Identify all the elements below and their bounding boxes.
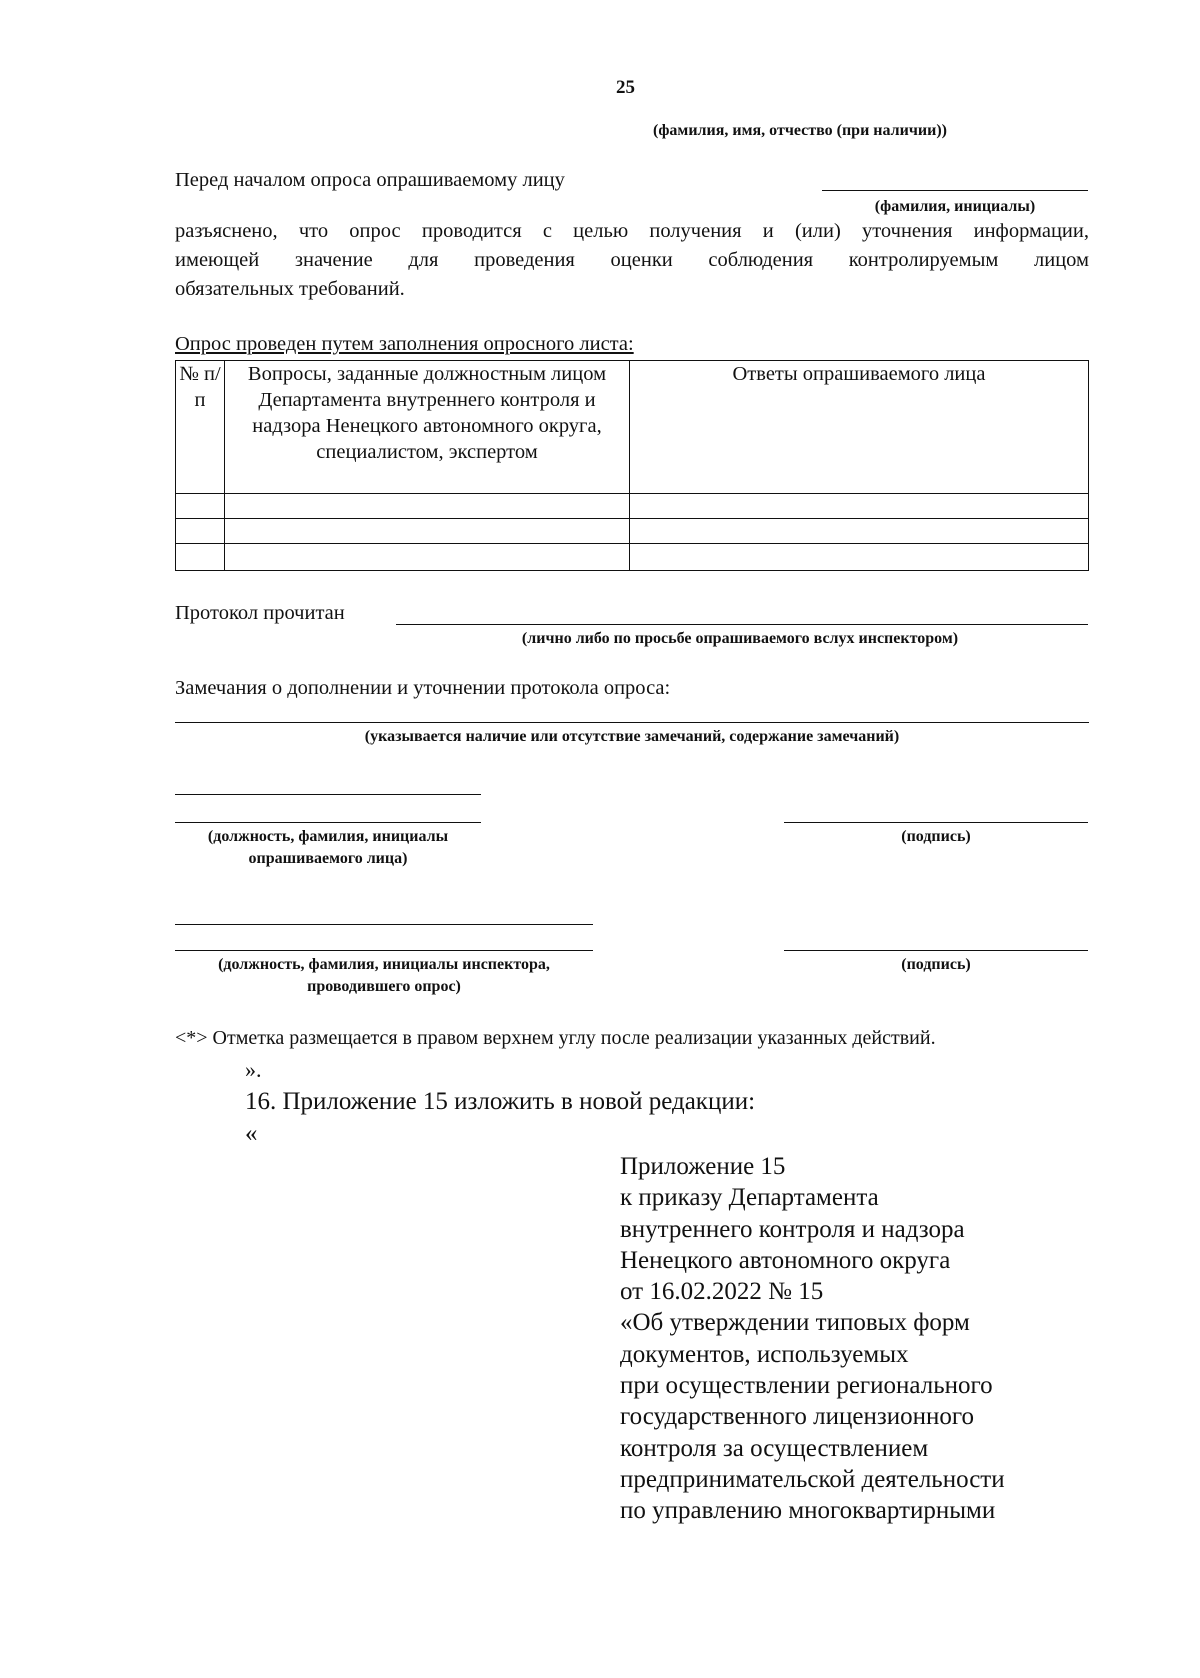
table-row [176, 519, 1089, 544]
table-cell[interactable] [176, 494, 225, 519]
table-cell[interactable] [176, 544, 225, 571]
col-number-header: № п/п [176, 361, 225, 494]
footnote: <*> Отметка размещается в правом верхнем углу после реализации указанных действий. [175, 1027, 936, 1049]
appendix-line: по управлению многоквартирными [620, 1497, 996, 1525]
protocol-caption: (лично либо по просьбе опрашиваемого вслух инспектором) [521, 630, 959, 647]
interviewee-caption-2: опрашиваемого лица) [248, 850, 408, 867]
appendix-line: государственного лицензионного [620, 1403, 975, 1431]
full-name-caption: (фамилия, имя, отчество (при наличии)) [653, 122, 947, 139]
questionnaire-table [175, 360, 1089, 571]
table-cell[interactable] [630, 544, 1089, 571]
protocol-line[interactable] [396, 624, 1088, 625]
appendix-line: Ненецкого автономного округа [620, 1246, 951, 1274]
opening-quote: « [245, 1120, 258, 1147]
appendix-line: внутреннего контроля и надзора [620, 1215, 965, 1243]
closing-quote: ». [245, 1057, 262, 1082]
table-row [176, 494, 1089, 519]
table-cell[interactable] [225, 494, 630, 519]
item-16-heading: 16. Приложение 15 изложить в новой редакции: [245, 1088, 756, 1115]
appendix-line: предпринимательской деятельности [620, 1465, 1005, 1493]
table-cell[interactable] [176, 519, 225, 544]
inspector-position-line-1[interactable] [175, 924, 593, 925]
appendix-line: от 16.02.2022 № 15 [620, 1278, 824, 1306]
col-answers-header: Ответы опрашиваемого лица [630, 361, 1089, 494]
intro-line-3: обязательных требований. [175, 278, 405, 300]
interviewee-signature-caption: (подпись) [901, 828, 971, 845]
remarks-label: Замечания о дополнении и уточнении протокола опроса: [175, 677, 671, 699]
table-cell[interactable] [225, 544, 630, 571]
interviewee-position-line-1[interactable] [175, 794, 481, 795]
protocol-label: Протокол прочитан [175, 602, 345, 624]
inspector-signature-line[interactable] [784, 950, 1088, 951]
interviewee-signature-line[interactable] [784, 822, 1088, 823]
inspector-signature-caption: (подпись) [901, 956, 971, 973]
inspector-caption-1: (должность, фамилия, инициалы инспектора, [218, 956, 550, 973]
interviewee-name-line [822, 190, 1088, 191]
page-number: 25 [616, 77, 635, 98]
appendix-line: к приказу Департамента [620, 1184, 879, 1212]
table-cell[interactable] [225, 519, 630, 544]
remarks-line[interactable] [175, 722, 1089, 723]
interviewee-caption-1: (должность, фамилия, инициалы [207, 828, 449, 845]
table-cell[interactable] [630, 519, 1089, 544]
table-title: Опрос проведен путем заполнения опросного листа: [175, 333, 634, 355]
appendix-line: Приложение 15 [620, 1153, 786, 1180]
intro-lead: Перед началом опроса опрашиваемому лицу [175, 169, 565, 191]
table-cell[interactable] [630, 494, 1089, 519]
appendix-line: документов, используемых [620, 1340, 909, 1368]
intro-line-2: имеющей значение для проведения оценки соблюдения контролируемым лицом [175, 249, 1089, 271]
interviewee-name-caption: (фамилия, инициалы) [874, 198, 1036, 215]
remarks-caption: (указывается наличие или отсутствие замечаний, содержание замечаний) [364, 728, 900, 745]
table-header-row [176, 361, 1089, 494]
col-questions-header: Вопросы, заданные должностным лицом Департамента внутреннего контроля и надзора Ненецкого автономного округа, специалистом, экспертом [225, 361, 630, 494]
appendix-line: контроля за осуществлением [620, 1434, 929, 1462]
appendix-line: при осуществлении регионального [620, 1372, 993, 1400]
appendix-line: «Об утверждении типовых форм [620, 1309, 970, 1337]
intro-line-1: разъяснено, что опрос проводится с целью получения и (или) уточнения информации, [175, 220, 1089, 242]
inspector-caption-2: проводившего опрос) [307, 978, 461, 995]
inspector-position-line-2[interactable] [175, 950, 593, 951]
appendix-header [620, 1151, 1140, 1527]
table-row [176, 544, 1089, 571]
interviewee-position-line-2[interactable] [175, 822, 481, 823]
